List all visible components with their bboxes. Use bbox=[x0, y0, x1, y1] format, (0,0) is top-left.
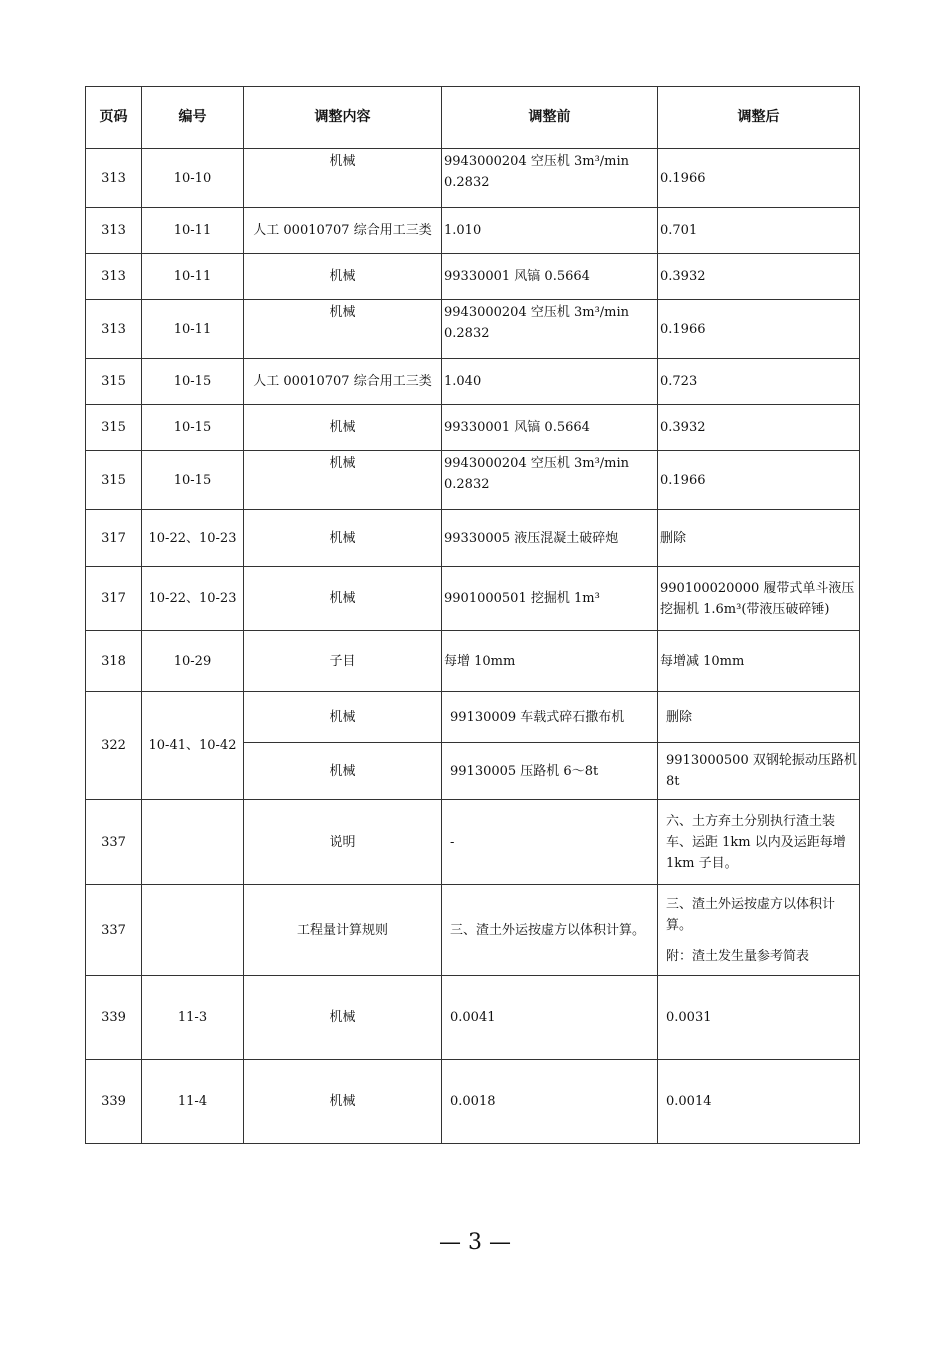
cell-after: 六、土方弃土分别执行渣土装车、运距 1km 以内及运距每增 1km 子目。 bbox=[658, 800, 860, 885]
cell-before: 1.040 bbox=[442, 359, 658, 405]
cell-before: 1.010 bbox=[442, 208, 658, 254]
cell-after: 0.1966 bbox=[658, 149, 860, 208]
cell-code: 11-4 bbox=[142, 1060, 244, 1144]
cell-after-group bbox=[658, 885, 860, 976]
cell-after-note: 附：渣土发生量参考简表 bbox=[666, 948, 810, 964]
cell-after: 0.3932 bbox=[658, 254, 860, 300]
table-row bbox=[86, 405, 860, 451]
cell-page: 313 bbox=[86, 300, 142, 359]
cell-code: 10-29 bbox=[142, 631, 244, 692]
table-row bbox=[86, 149, 860, 208]
cell-page: 339 bbox=[86, 1060, 142, 1144]
cell-before: 9901000501 挖掘机 1m³ bbox=[442, 567, 658, 631]
cell-page: 337 bbox=[86, 800, 142, 885]
table-row bbox=[86, 1060, 860, 1144]
cell-code: 10-11 bbox=[142, 254, 244, 300]
adjustment-table bbox=[85, 86, 860, 1144]
cell-after: 9913000500 双钢轮振动压路机 8t bbox=[658, 743, 860, 800]
cell-page: 339 bbox=[86, 976, 142, 1060]
header-row bbox=[86, 87, 860, 149]
cell-page: 315 bbox=[86, 405, 142, 451]
cell-content: 工程量计算规则 bbox=[244, 885, 442, 976]
cell-after: 0.1966 bbox=[658, 300, 860, 359]
cell-before: 0.0018 bbox=[442, 1060, 658, 1144]
cell-code: 10-11 bbox=[142, 208, 244, 254]
cell-content: 机械 bbox=[244, 1060, 442, 1144]
cell-page: 317 bbox=[86, 510, 142, 567]
cell-content: 机械 bbox=[244, 149, 442, 208]
cell-page: 322 bbox=[86, 692, 142, 800]
cell-after: 三、渣土外运按虚方以体积计算。 bbox=[666, 896, 836, 933]
cell-before: 0.0041 bbox=[442, 976, 658, 1060]
cell-before: 99130005 压路机 6～8t bbox=[442, 743, 658, 800]
cell-before: 每增 10mm bbox=[442, 631, 658, 692]
cell-page: 317 bbox=[86, 567, 142, 631]
cell-before: - bbox=[442, 800, 658, 885]
col-header-after: 调整后 bbox=[658, 87, 860, 149]
col-header-code: 编号 bbox=[142, 87, 244, 149]
cell-page: 318 bbox=[86, 631, 142, 692]
page-number: — 3 — bbox=[439, 1230, 511, 1255]
cell-code: 10-41、10-42 bbox=[142, 692, 244, 800]
table-row bbox=[86, 631, 860, 692]
col-header-before: 调整前 bbox=[442, 87, 658, 149]
cell-before: 9943000204 空压机 3m³/min 0.2832 bbox=[442, 300, 658, 359]
cell-code: 10-11 bbox=[142, 300, 244, 359]
cell-code: 10-15 bbox=[142, 359, 244, 405]
cell-page: 313 bbox=[86, 149, 142, 208]
cell-page: 315 bbox=[86, 451, 142, 510]
cell-before: 99330005 液压混凝土破碎炮 bbox=[442, 510, 658, 567]
cell-after: 每增减 10mm bbox=[658, 631, 860, 692]
cell-code: 11-3 bbox=[142, 976, 244, 1060]
cell-code: 10-10 bbox=[142, 149, 244, 208]
cell-page: 313 bbox=[86, 208, 142, 254]
cell-before: 9943000204 空压机 3m³/min 0.2832 bbox=[442, 451, 658, 510]
cell-before: 9943000204 空压机 3m³/min 0.2832 bbox=[442, 149, 658, 208]
cell-content: 人工 00010707 综合用工三类 bbox=[244, 208, 442, 254]
col-header-content: 调整内容 bbox=[244, 87, 442, 149]
table-row bbox=[86, 300, 860, 359]
table-row bbox=[86, 359, 860, 405]
table-row bbox=[86, 567, 860, 631]
cell-before: 99330001 风镐 0.5664 bbox=[442, 405, 658, 451]
cell-content: 机械 bbox=[244, 254, 442, 300]
cell-after: 0.0014 bbox=[658, 1060, 860, 1144]
cell-page: 313 bbox=[86, 254, 142, 300]
cell-content: 子目 bbox=[244, 631, 442, 692]
table-row bbox=[86, 800, 860, 885]
cell-content: 机械 bbox=[244, 451, 442, 510]
table-row bbox=[86, 451, 860, 510]
cell-page: 337 bbox=[86, 885, 142, 976]
table-row bbox=[86, 254, 860, 300]
cell-code bbox=[142, 800, 244, 885]
cell-after: 990100020000 履带式单斗液压挖掘机 1.6m³(带液压破碎锤) bbox=[658, 567, 860, 631]
cell-before: 99330001 风镐 0.5664 bbox=[442, 254, 658, 300]
cell-after: 0.3932 bbox=[658, 405, 860, 451]
cell-before: 99130009 车载式碎石撒布机 bbox=[442, 692, 658, 743]
cell-content: 人工 00010707 综合用工三类 bbox=[244, 359, 442, 405]
table-row bbox=[86, 510, 860, 567]
cell-code: 10-15 bbox=[142, 405, 244, 451]
cell-code bbox=[142, 885, 244, 976]
cell-content: 机械 bbox=[244, 976, 442, 1060]
cell-before: 三、渣土外运按虚方以体积计算。 bbox=[442, 885, 658, 976]
cell-content: 机械 bbox=[244, 567, 442, 631]
cell-code: 10-22、10-23 bbox=[142, 510, 244, 567]
table-row bbox=[86, 692, 860, 743]
table-row bbox=[86, 208, 860, 254]
cell-content: 机械 bbox=[244, 692, 442, 743]
cell-after: 0.1966 bbox=[658, 451, 860, 510]
cell-after: 删除 bbox=[658, 510, 860, 567]
cell-content: 机械 bbox=[244, 510, 442, 567]
cell-after: 0.723 bbox=[658, 359, 860, 405]
col-header-page: 页码 bbox=[86, 87, 142, 149]
cell-content: 机械 bbox=[244, 300, 442, 359]
cell-content: 机械 bbox=[244, 743, 442, 800]
cell-content: 说明 bbox=[244, 800, 442, 885]
table-row bbox=[86, 885, 860, 976]
table-row bbox=[86, 976, 860, 1060]
cell-code: 10-22、10-23 bbox=[142, 567, 244, 631]
cell-after: 0.0031 bbox=[658, 976, 860, 1060]
cell-code: 10-15 bbox=[142, 451, 244, 510]
cell-page: 315 bbox=[86, 359, 142, 405]
cell-content: 机械 bbox=[244, 405, 442, 451]
cell-after: 删除 bbox=[658, 692, 860, 743]
cell-after: 0.701 bbox=[658, 208, 860, 254]
